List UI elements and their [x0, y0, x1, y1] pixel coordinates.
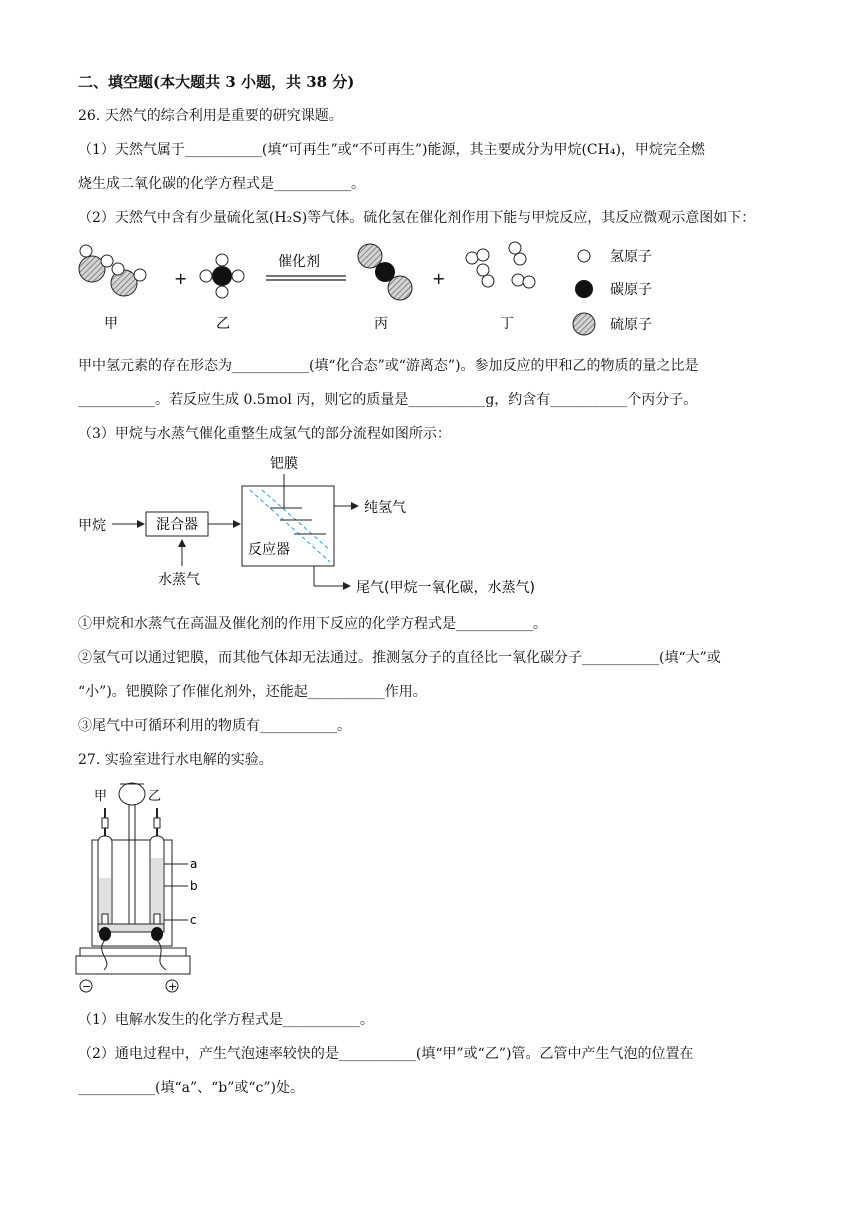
legend-hydrogen: 氢原子 — [610, 249, 652, 265]
legend-carbon-icon — [575, 280, 593, 298]
flow-hydrogen: 纯氢气 — [364, 500, 406, 516]
terminal-plus: + — [168, 980, 178, 993]
base — [76, 956, 190, 974]
molecule-bing — [358, 244, 412, 300]
q26-part3-line1: （3）甲烷与水蒸气催化重整生成氢气的部分流程如图所示： — [78, 426, 451, 442]
label-yi: 乙 — [216, 316, 230, 332]
plus-sign-1: + — [174, 269, 188, 288]
flow-reactor: 反应器 — [248, 542, 290, 558]
legend-hydrogen-icon — [578, 250, 590, 262]
flow-tail-gas: 尾气(甲烷一氧化碳，水蒸气) — [356, 580, 535, 596]
q26-part2-line3: ___________。若反应生成 0.5mol 丙，则它的质量是___________g，约含有___________个丙分子。 — [78, 392, 698, 408]
label-ding: 丁 — [500, 316, 514, 332]
molecule-yi — [200, 254, 244, 298]
q26-sub2-line1: ②氢气可以通过钯膜，而其他气体却无法通过。推测氢分子的直径比一氧化碳分子___________(填“大”或 — [78, 650, 721, 666]
q26-part1-line2: 烧生成二氧化碳的化学方程式是___________。 — [78, 176, 365, 192]
q26-stem: 26. 天然气的综合利用是重要的研究课题。 — [78, 108, 343, 124]
q26-part2-line2: 甲中氢元素的存在形态为___________(填“化合态”或“游离态”)。参加反应的甲和乙的物质的量之比是 — [78, 358, 699, 374]
mark-c: c — [190, 913, 197, 927]
label-bing: 丙 — [374, 316, 388, 332]
flow-steam: 水蒸气 — [158, 572, 200, 588]
flow-mixer: 混合器 — [156, 517, 198, 533]
tube-label-right: 乙 — [148, 789, 162, 804]
q26-sub1: ①甲烷和水蒸气在高温及催化剂的作用下反应的化学方程式是___________。 — [78, 616, 547, 632]
legend-carbon: 碳原子 — [610, 282, 652, 298]
tube-label-left: 甲 — [94, 789, 108, 804]
q26-part2-line1: （2）天然气中含有少量硫化氢(H₂S)等气体。硫化氢在催化剂作用下能与甲烷反应，其反应微观示意图如下： — [78, 210, 756, 226]
mark-a: a — [190, 857, 198, 871]
section-title: 二、填空题(本大题共 3 小题，共 38 分) — [78, 73, 355, 91]
flow-methane: 甲烷 — [78, 518, 106, 534]
legend-sulfur: 硫原子 — [610, 317, 652, 333]
q27-part1: （1）电解水发生的化学方程式是___________。 — [78, 1012, 374, 1028]
label-jia: 甲 — [104, 316, 118, 332]
molecule-jia — [79, 245, 146, 296]
catalyst-label: 催化剂 — [278, 254, 320, 270]
q27-stem: 27. 实验室进行水电解的实验。 — [78, 752, 273, 768]
q27-part2-line2: ___________(填“a”、“b”或“c”)处。 — [78, 1080, 305, 1096]
plus-sign-2: + — [432, 269, 446, 288]
reservoir-bulb — [119, 783, 145, 805]
molecule-ding — [466, 242, 535, 288]
legend-sulfur-icon — [573, 313, 595, 335]
terminal-minus: − — [82, 980, 92, 993]
q26-sub3: ③尾气中可循环利用的物质有___________。 — [78, 718, 351, 734]
reaction-diagram — [74, 238, 674, 338]
electrolysis-apparatus — [74, 778, 214, 1000]
q26-sub2-line2: “小”)。钯膜除了作催化剂外，还能起___________作用。 — [78, 684, 427, 700]
flow-diagram — [74, 450, 594, 610]
flow-membrane: 钯膜 — [270, 456, 298, 472]
q26-part1-line1: （1）天然气属于___________(填“可再生”或“不可再生”)能源，其主要成分为甲烷(CH₄)，甲烷完全燃 — [78, 142, 705, 158]
base-top — [80, 948, 186, 956]
q27-part2-line1: （2）通电过程中，产生气泡速率较快的是___________(填“甲”或“乙”)管。乙管中产生气泡的位置在 — [78, 1046, 694, 1062]
mark-b: b — [190, 879, 198, 893]
